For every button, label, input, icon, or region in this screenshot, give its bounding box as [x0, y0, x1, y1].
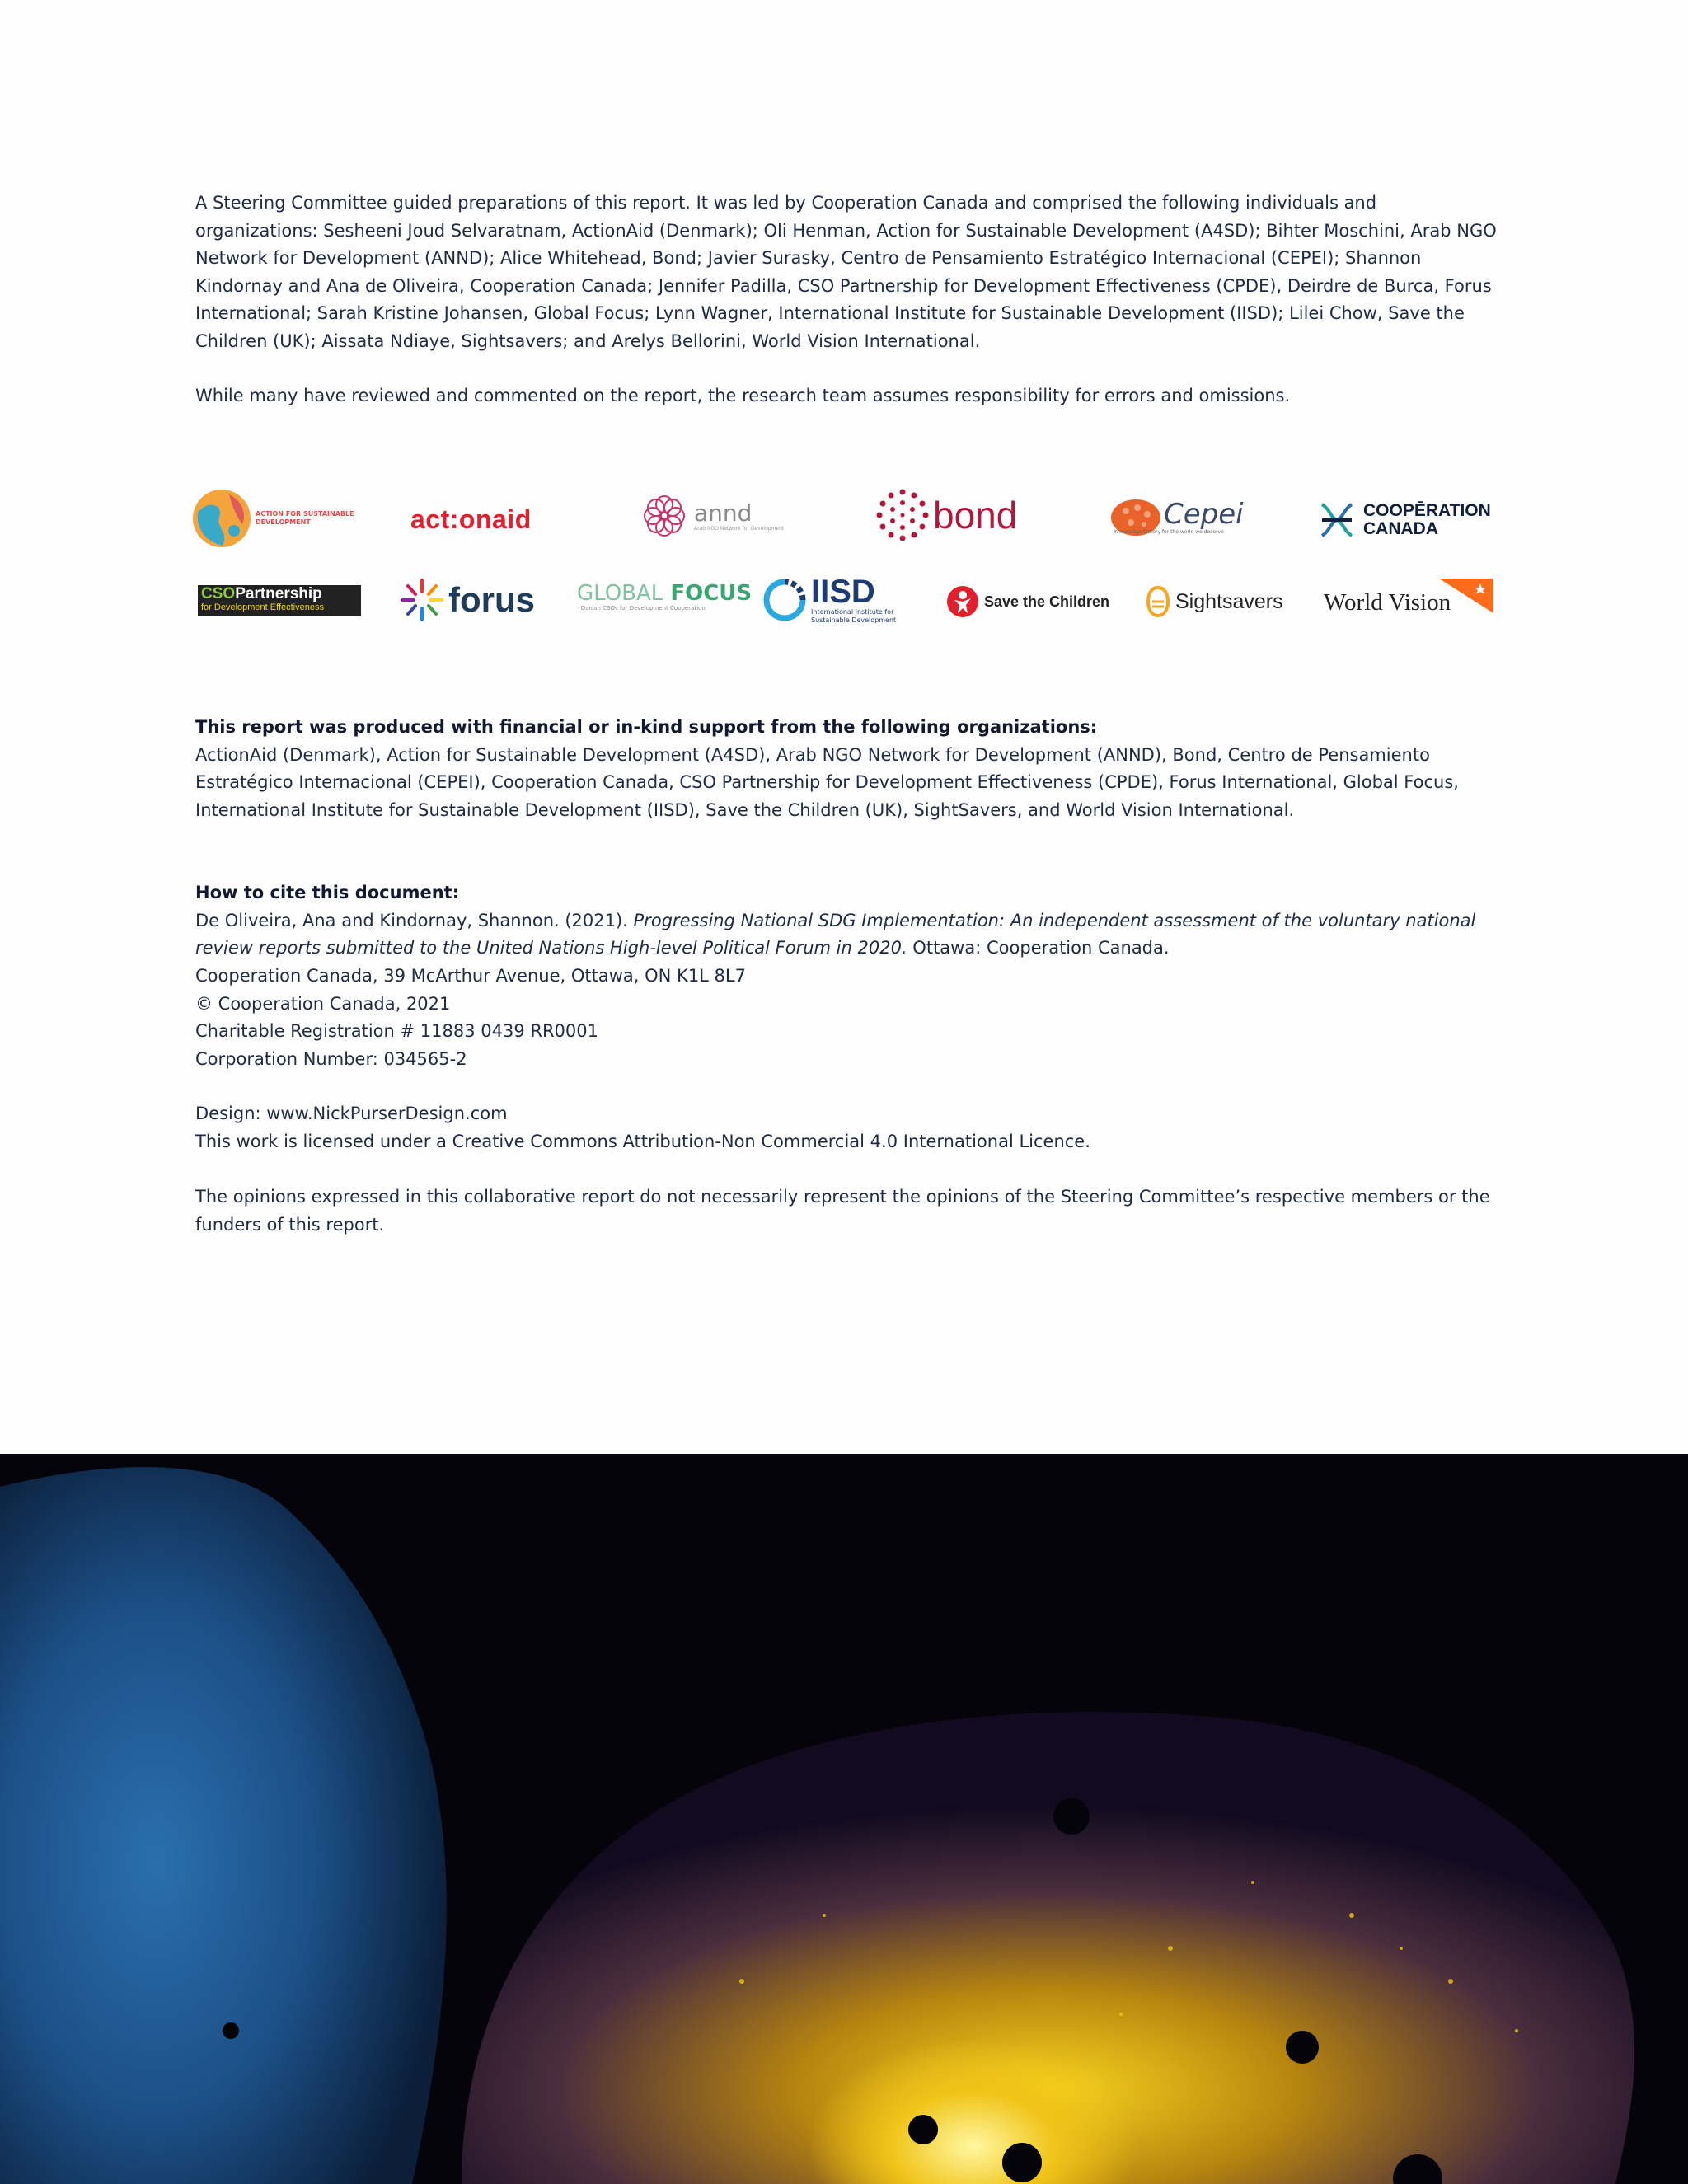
a4sd-logo — [191, 488, 354, 549]
review-section — [195, 382, 1498, 410]
design-section — [195, 1100, 1498, 1155]
sightsavers-logo — [1146, 583, 1283, 620]
cso-name-b: Partnership — [235, 585, 322, 602]
opinion-disclaimer: The opinions expressed in this collaborative report do not necessarily represent the opinions of the Steering Committee’s respective members or the funders of this report. — [195, 1187, 1490, 1235]
globe-icon — [191, 488, 252, 549]
cepei-subtitle: Knowledge factory for the world we deserve — [1114, 528, 1224, 535]
annd-logo — [640, 491, 784, 541]
sponsors-heading: This report was produced with financial or in-kind support from the following organizations: — [195, 717, 1098, 737]
world-vision-logo — [1324, 577, 1493, 618]
bond-logo — [875, 486, 1017, 544]
save-the-children-logo — [946, 583, 1109, 620]
iisd-name: IISD — [811, 574, 875, 610]
charitable-registration-line: Charitable Registration # 11883 0439 RR0001 — [195, 1021, 598, 1041]
sponsors-body: ActionAid (Denmark), Action for Sustainable Development (A4SD), Arab NGO Network for Development (ANND), Bond, Centro de Pensamiento Estratégico Internacional (CEPEI), Cooperation Canada, CSO Partnership for Development Effectiveness (CPDE), Forus International, Global Focus, International Institute for Sustainable Development (IISD), Save the Children (UK), SightSavers, and World Vision International. — [195, 744, 1459, 820]
actionaid-wordmark: act:onaid — [410, 504, 532, 534]
review-paragraph: While many have reviewed and commented on the report, the research team assumes responsibility for errors and omissions. — [195, 386, 1291, 405]
citation-section — [195, 879, 1498, 963]
iisd-subtitle-1: International Institute for — [811, 608, 894, 616]
dots-circle-icon — [875, 488, 930, 542]
wave-icon — [1319, 501, 1355, 539]
cso-subtitle: for Development Effectiveness — [201, 602, 324, 612]
license-text: This work is licensed under a Creative Commons Attribution-Non Commercial 4.0 International Licence. — [195, 1131, 1090, 1151]
global-focus-name-b: FOCUS — [663, 581, 753, 606]
citation-authors: De Oliveira, Ana and Kindornay, Shannon. (2021). — [195, 910, 634, 930]
annd-subtitle: Arab NGO Network for Development — [694, 525, 785, 532]
forus-wordmark: forus — [448, 580, 535, 619]
global-focus-name-a: GLOBAL — [577, 581, 663, 606]
iisd-ring-icon — [763, 579, 806, 621]
address-line: Cooperation Canada, 39 McArthur Avenue, Ottawa, ON K1L 8L7 — [195, 966, 746, 986]
a4sd-name-line1: ACTION FOR SUSTAINABLE — [256, 510, 354, 518]
citation-publisher: Ottawa: Cooperation Canada. — [907, 938, 1170, 958]
world-vision-wordmark: World Vision — [1324, 588, 1451, 616]
citation-heading: How to cite this document: — [195, 883, 460, 902]
cso-partnership-logo — [198, 585, 361, 616]
steering-committee-paragraph: A Steering Committee guided preparations of this report. It was led by Cooperation Canada and comprised the following individuals and organizations: Sesheeni Joud Selvaratnam, ActionAid (Denmark); Oli Henman, Action for Sustainable Development (A4SD); Bihter Moschini, Arab NGO Network for Development (ANND); Alice Whitehead, Bond; Javier Surasky, Centro de Pensamiento Estratégico Internacional (CEPEI); Shannon Kindornay and Ana de Oliveira, Cooperation Canada; Jennifer Padilla, CSO Partnership for Development Effectiveness (CPDE), Deirdre de Burca, Forus International; Sarah Kristine Johansen, Global Focus; Lynn Wagner, International Institute for Sustainable Development (IISD); Lilei Chow, Save the Children (UK); Aissata Ndiaye, Sightsavers; and Arelys Bellorini, World Vision International. — [195, 193, 1497, 351]
address-section — [195, 963, 1498, 1073]
save-the-children-wordmark: Save the Children — [984, 593, 1110, 610]
citation-text — [195, 907, 1498, 963]
citation-title: Progressing National SDG Implementation: An independent assessment of the voluntary national review reports submitted to the United Nations High-level Political Forum in 2020. — [195, 910, 1476, 958]
annd-name: annd — [694, 499, 753, 527]
global-focus-subtitle: - Danish CSOs for Development Cooperation — [577, 605, 706, 612]
cepei-logo — [1109, 488, 1244, 546]
design-credit: Design: www.NickPurserDesign.com — [195, 1104, 508, 1123]
child-figure-icon — [946, 585, 979, 618]
actionaid-logo — [410, 501, 532, 537]
iisd-logo — [763, 569, 896, 631]
cooperation-canada-line2: CANADA — [1363, 519, 1438, 538]
global-focus-logo — [577, 582, 752, 621]
decorative-ink-artwork — [0, 1454, 1688, 2184]
cooperation-canada-logo — [1319, 499, 1491, 541]
copyright-line: © Cooperation Canada, 2021 — [195, 993, 451, 1014]
bond-wordmark: bond — [933, 494, 1018, 537]
sightsavers-wordmark: Sightsavers — [1175, 589, 1283, 613]
burst-icon — [399, 577, 445, 623]
a4sd-name-line2: DEVELOPMENT — [256, 518, 311, 526]
flower-icon — [640, 491, 689, 541]
sponsors-section — [195, 714, 1498, 824]
iisd-subtitle-2: Sustainable Development — [811, 616, 897, 624]
forus-logo — [399, 575, 535, 625]
corporation-number-line: Corporation Number: 034565-2 — [195, 1048, 467, 1069]
eye-icon — [1146, 585, 1170, 618]
opinion-disclaimer-section — [195, 1183, 1498, 1239]
cooperation-canada-line1: COOPĒRATION — [1363, 501, 1491, 520]
cso-name-a: CSO — [201, 585, 236, 602]
steering-committee-section — [195, 190, 1498, 355]
cepei-name: Cepei — [1164, 497, 1244, 531]
